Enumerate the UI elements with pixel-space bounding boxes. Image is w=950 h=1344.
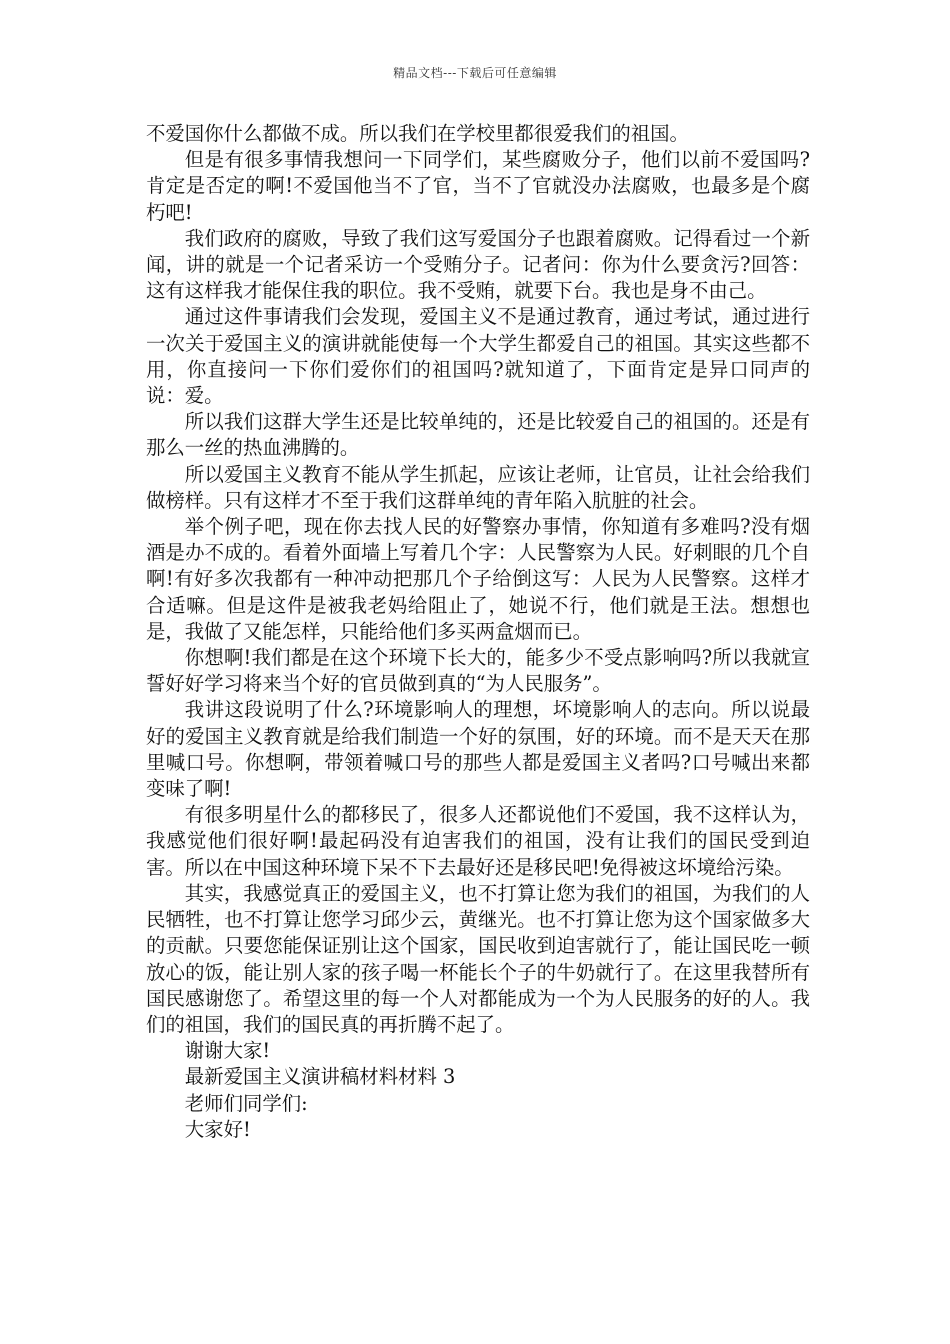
document-body (146, 121, 810, 1143)
paragraph: 通过这件事请我们会发现，爱国主义不是通过教育，通过考试，通过进行一次关于爱国主义的演讲就能使每一个大学生都爱自己的祖国。其实这些都不用，你直接问一下你们爱你们的祖国吗?就知道了，下面肯定是异口同声的说：爱。 (146, 305, 810, 408)
paragraph: 不爱国你什么都做不成。所以我们在学校里都很爱我们的祖国。 (146, 122, 689, 145)
salutation: 老师们同学们: (184, 1091, 308, 1115)
paragraph: 所以爱国主义教育不能从学生抓起，应该让老师，让官员，让社会给我们做榜样。只有这样才不至于我们这群单纯的青年陷入肮脏的社会。 (146, 462, 810, 512)
paragraph: 我们政府的腐败，导致了我们这写爱国分子也跟着腐败。记得看过一个新闻，讲的就是一个记者采访一个受贿分子。记者问：你为什么要贪污?回答：这有这样我才能保住我的职位。我不受贿，就要下台。我也是身不由己。 (146, 226, 810, 303)
paragraph: 有很多明星什么的都移民了，很多人还都说他们不爱国，我不这样认为，我感觉他们很好啊!最起码没有迫害我们的祖国，没有让我们的国民受到迫害。所以在中国这种环境下呆不下去最好还是移民吧!免得被这坏境给污染。 (146, 803, 810, 879)
closing-thanks: 谢谢大家! (184, 1039, 271, 1063)
paragraph: 但是有很多事情我想问一下同学们，某些腐败分子，他们以前不爱国吗?肯定是否定的啊!不爱国他当不了官，当不了官就没办法腐败，也最多是个腐朽吧! (146, 148, 810, 224)
paragraph: 所以我们这群大学生还是比较单纯的，还是比较爱自己的祖国的。还是有那么一丝的热血沸腾的。 (146, 410, 810, 460)
paragraph: 你想啊!我们都是在这个环境下长大的，能多少不受点影响吗?所以我就宣誓好好学习将来当个好的官员做到真的“为人民服务”。 (146, 646, 810, 696)
page-header: 精品文档---下载后可任意编辑 (393, 66, 557, 80)
section-title: 最新爱国主义演讲稿材料材料 3 (184, 1065, 456, 1089)
paragraph: 我讲这段说明了什么?环境影响人的理想，坏境影响人的志向。所以说最好的爱国主义教育就是给我们制造一个好的氛围，好的环境。而不是天天在那里喊口号。你想啊，带领着喊口号的那些人都是爱国主义者吗?口号喊出来都变味了啊! (146, 698, 810, 801)
paragraph: 其实，我感觉真正的爱国主义，也不打算让您为我们的祖国，为我们的人民牺牲，也不打算让您学习邱少云，黄继光。也不打算让您为这个国家做多大的贡献。只要您能保证别让这个国家，国民收到迫害就行了，能让国民吃一顿放心的饭，能让别人家的孩子喝一杯能长个子的牛奶就行了。在这里我替所有国民感谢您了。希望这里的每一个人对都能成为一个为人民服务的好的人。我们的祖国，我们的国民真的再折腾不起了。 (146, 881, 810, 1036)
paragraph: 举个例子吧，现在你去找人民的好警察办事情，你知道有多难吗?没有烟酒是办不成的。看着外面墙上写着几个字：人民警察为人民。好刺眼的几个自啊!有好多次我都有一种冲动把那几个子给倒这写：人民为人民警察。这样才合适嘛。但是这件是被我老妈给阻止了，她说不行，他们就是王法。想想也是，我做了又能怎样，只能给他们多买两盒烟而已。 (146, 515, 810, 643)
greeting: 大家好! (184, 1117, 251, 1141)
